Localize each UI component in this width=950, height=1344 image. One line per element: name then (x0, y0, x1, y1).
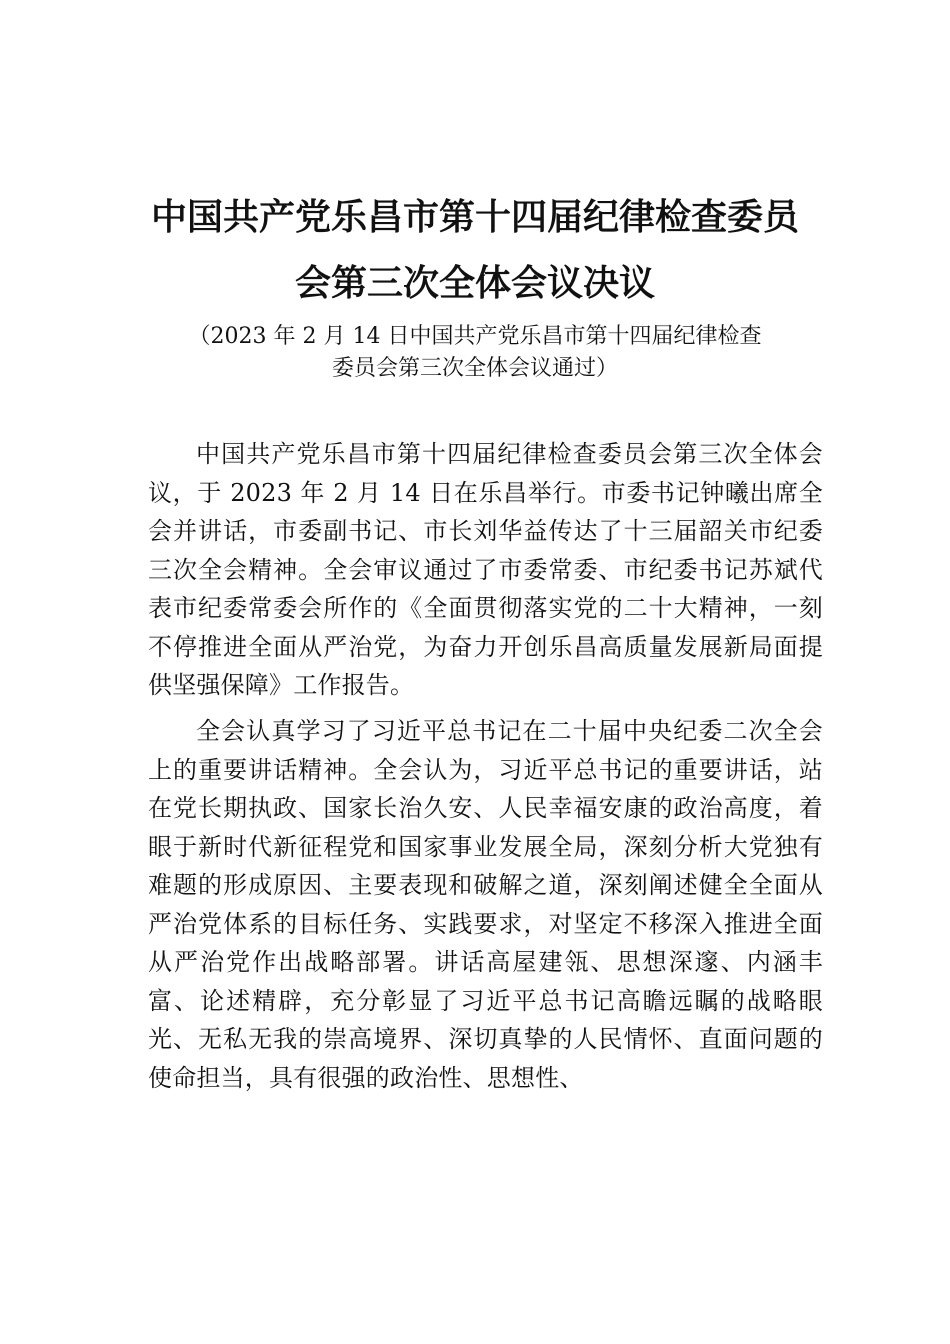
document-subtitle-line-2: 委员会第三次全体会议通过） (331, 356, 618, 381)
body-paragraph-2: 全会认真学习了习近平总书记在二十届中央纪委二次全会上的重要讲话精神。全会认为，习近平总书记的重要讲话，站在党长期执政、国家长治久安、人民幸福安康的政治高度，着眼于新时代新征程党和国家事业发展全局，深刻分析大党独有难题的形成原因、主要表现和破解之道，深刻阐述健全全面从严治党体系的目标任务、实践要求，对坚定不移深入推进全面从严治党作出战略部署。讲话高屋建瓴、思想深邃、内涵丰富、论述精辟，充分彰显了习近平总书记高瞻远瞩的战略眼光、无私无我的崇高境界、深切真挚的人民情怀、直面问题的使命担当，具有很强的政治性、思想性、 (148, 717, 823, 1092)
document-title-line-1: 中国共产党乐昌市第十四届纪律检查委员 (150, 196, 799, 238)
document-title-line-2: 会第三次全体会议决议 (294, 262, 655, 304)
body-paragraph-1: 中国共产党乐昌市第十四届纪律检查委员会第三次全体会议，于 2023 年 2 月 14 日在乐昌举行。市委书记钟曦出席全会并讲话，市委副书记、市长刘华益传达了十三届韶关市纪委三次全会精神。全会审议通过了市委常委、市纪委书记苏斌代表市纪委常委会所作的《全面贯彻落实党的二十大精神，一刻不停推进全面从严治党，为奋力开创乐昌高质量发展新局面提供坚强保障》工作报告。 (148, 440, 823, 699)
document-subtitle-line-1: （2023 年 2 月 14 日中国共产党乐昌市第十四届纪律检查 (188, 324, 762, 349)
